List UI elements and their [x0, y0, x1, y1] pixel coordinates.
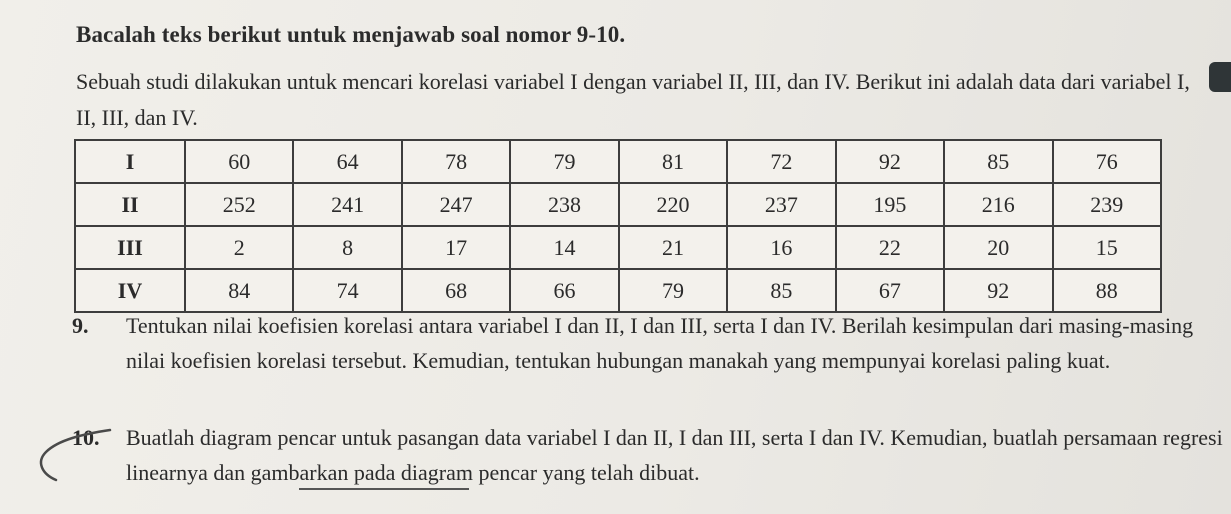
table-cell: 78	[402, 140, 510, 183]
table-cell: 8	[293, 226, 401, 269]
row-label: III	[75, 226, 185, 269]
table-cell: 85	[944, 140, 1052, 183]
table-row	[75, 269, 1161, 312]
row-label: IV	[75, 269, 185, 312]
table-cell: 66	[510, 269, 618, 312]
table-row	[75, 183, 1161, 226]
table-cell: 72	[727, 140, 835, 183]
table-cell: 14	[510, 226, 618, 269]
table-cell: 92	[836, 140, 944, 183]
section-heading: Bacalah teks berikut untuk menjawab soal nomor 9-10.	[76, 22, 626, 47]
table-cell: 252	[185, 183, 293, 226]
table-cell: 220	[619, 183, 727, 226]
pencil-underline	[298, 487, 470, 491]
table-cell: 15	[1053, 226, 1162, 269]
table-row	[75, 226, 1161, 269]
pencil-mark	[28, 426, 138, 486]
question-text: Buatlah diagram pencar untuk pasangan data variabel I dan II, I dan III, serta I dan IV. Kemudian, buatlah persamaan regresi linearnya dan gambarkan pada diagram pencar yang telah dibuat.	[126, 425, 1223, 485]
question-number: 9.	[72, 313, 89, 338]
data-table	[74, 139, 1162, 313]
table-cell: 60	[185, 140, 293, 183]
table-cell: 241	[293, 183, 401, 226]
table-cell: 84	[185, 269, 293, 312]
table-cell: 81	[619, 140, 727, 183]
table-cell: 79	[510, 140, 618, 183]
row-label: I	[75, 140, 185, 183]
table-cell: 17	[402, 226, 510, 269]
table-cell: 79	[619, 269, 727, 312]
table-cell: 2	[185, 226, 293, 269]
table-cell: 238	[510, 183, 618, 226]
table-cell: 195	[836, 183, 944, 226]
table-cell: 239	[1053, 183, 1162, 226]
table-cell: 16	[727, 226, 835, 269]
table-cell: 76	[1053, 140, 1162, 183]
table-cell: 20	[944, 226, 1052, 269]
question-number: 10.	[72, 425, 100, 450]
table-cell: 88	[1053, 269, 1162, 312]
table-row	[75, 140, 1161, 183]
table-cell: 68	[402, 269, 510, 312]
table-cell: 74	[293, 269, 401, 312]
table-cell: 247	[402, 183, 510, 226]
page-tab-marker	[1209, 62, 1231, 92]
intro-paragraph: Sebuah studi dilakukan untuk mencari korelasi variabel I dengan variabel II, III, dan IV. Berikut ini adalah data dari variabel I, II, III, dan IV.	[76, 69, 1190, 130]
table-cell: 237	[727, 183, 835, 226]
table-cell: 92	[944, 269, 1052, 312]
table-cell: 67	[836, 269, 944, 312]
row-label: II	[75, 183, 185, 226]
table-cell: 64	[293, 140, 401, 183]
table-cell: 85	[727, 269, 835, 312]
table-cell: 22	[836, 226, 944, 269]
table-cell: 216	[944, 183, 1052, 226]
table-cell: 21	[619, 226, 727, 269]
question-text: Tentukan nilai koefisien korelasi antara variabel I dan II, I dan III, serta I dan IV. Berilah kesimpulan dari masing-masing nilai koefisien korelasi tersebut. Kemudian, tentukan hubungan manakah yang mempunyai korelasi paling kuat.	[126, 313, 1194, 373]
